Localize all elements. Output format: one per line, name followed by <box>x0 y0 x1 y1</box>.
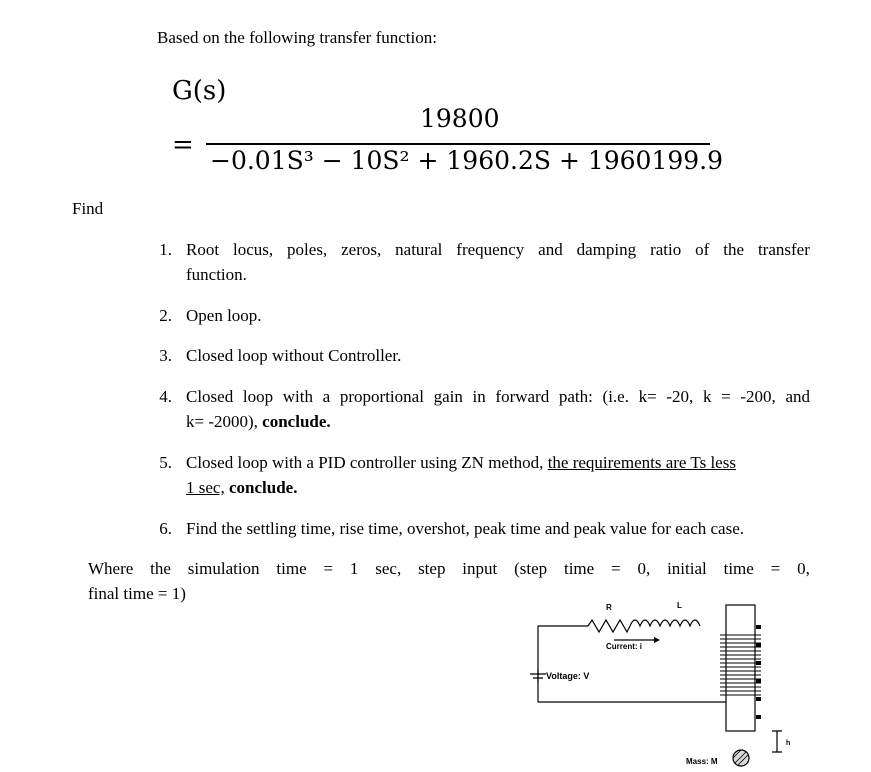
coil-terminal <box>756 679 761 683</box>
intro-text: Based on the following transfer function: <box>157 28 437 47</box>
resistor-symbol <box>588 620 630 632</box>
current-arrow-head <box>654 637 660 643</box>
word: Closed <box>186 387 234 406</box>
word: = <box>770 559 781 578</box>
word: the <box>723 240 745 259</box>
item-5-line-2 <box>186 477 297 499</box>
word: (step <box>514 559 548 578</box>
height-label: h <box>786 740 791 747</box>
resistor-label: R <box>606 603 612 612</box>
equation-lhs: G(s) <box>172 76 227 106</box>
item-1-number: 1. <box>159 240 172 259</box>
inductor-label: L <box>677 601 682 610</box>
equation-equals: = <box>172 130 194 160</box>
word: step <box>418 559 446 578</box>
footer-line-1 <box>88 558 810 580</box>
word: path: <box>558 387 593 406</box>
item-6-text: Find the settling time, rise time, overshot, peak time and peak value for each case. <box>186 519 744 538</box>
mass-label: Mass: M <box>686 757 718 766</box>
word: transfer <box>757 240 810 259</box>
item-1-line-1 <box>186 239 810 261</box>
word: k= <box>638 387 657 406</box>
word: and <box>785 387 810 406</box>
item-5-number: 5. <box>159 453 172 472</box>
item-2-text: Open loop. <box>186 306 262 325</box>
word: poles, <box>287 240 328 259</box>
fraction-bar <box>206 143 710 145</box>
battery-symbol <box>530 669 546 683</box>
item-5-requirement-underlined: the requirements are Ts less <box>547 453 736 472</box>
item-4-line-2 <box>186 411 331 433</box>
height-indicator <box>772 731 782 752</box>
item-3-number: 3. <box>159 346 172 365</box>
word: k <box>702 387 712 406</box>
inductor-symbol <box>630 620 700 626</box>
word: damping <box>576 240 637 259</box>
equation-denominator: −0.01S³ − 10S² + 1960.2S + 1960199.9 <box>210 146 724 175</box>
word: in <box>472 387 486 406</box>
current-label: Current: i <box>606 642 642 651</box>
word: = <box>721 387 731 406</box>
item-1-line-2: function. <box>186 265 247 284</box>
coil-terminal <box>756 661 761 665</box>
mass-ball <box>733 750 749 766</box>
word: of <box>695 240 710 259</box>
word: and <box>538 240 563 259</box>
voltage-label: Voltage: V <box>546 671 590 681</box>
coil-terminal <box>756 625 761 629</box>
circuit-diagram <box>520 595 820 770</box>
find-label: Find <box>72 199 104 218</box>
item-3-text: Closed loop without Controller. <box>186 346 402 365</box>
word: the <box>150 559 171 578</box>
word: initial <box>667 559 707 578</box>
word: Root <box>186 240 220 259</box>
word: -20, <box>666 387 694 406</box>
item-6-number: 6. <box>159 519 172 538</box>
word: natural <box>395 240 443 259</box>
item-4-line-1 <box>186 386 810 408</box>
word: time <box>723 559 754 578</box>
item-4-number: 4. <box>159 387 172 406</box>
word: (i.e. <box>602 387 629 406</box>
word: forward <box>495 387 550 406</box>
word: time <box>563 559 595 578</box>
item-4-conclude: conclude. <box>262 412 331 431</box>
word: time <box>276 559 307 578</box>
word: Where <box>88 559 134 578</box>
word: gain <box>433 387 463 406</box>
word: 0, <box>797 559 810 578</box>
word: frequency <box>456 240 525 259</box>
word: simulation <box>187 559 260 578</box>
word: input <box>462 559 498 578</box>
item-4-line-2-text: k= -2000), <box>186 412 258 431</box>
item-5-line-1 <box>186 452 736 474</box>
word: loop <box>242 387 274 406</box>
word: sec, <box>375 559 402 578</box>
word: proportional <box>339 387 424 406</box>
solenoid-core <box>726 605 755 731</box>
item-5-conclude: conclude. <box>228 478 298 497</box>
item-5-requirement-value: 1 sec, <box>186 478 225 497</box>
word: 1 <box>349 559 359 578</box>
footer-line-2: final time = 1) <box>88 584 186 603</box>
word: 0, <box>637 559 651 578</box>
coil-terminal <box>756 715 761 719</box>
item-5-line-1-text: Closed loop with a PID controller using ZN method, <box>186 453 544 472</box>
coil-terminal <box>756 643 761 647</box>
word: = <box>611 559 621 578</box>
item-2-number: 2. <box>159 306 172 325</box>
equation-numerator: 19800 <box>420 104 500 133</box>
word: zeros, <box>341 240 382 259</box>
word: = <box>323 559 334 578</box>
word: a <box>322 387 331 406</box>
word: with <box>282 387 314 406</box>
word: locus, <box>232 240 274 259</box>
word: -200, <box>740 387 776 406</box>
word: ratio <box>650 240 682 259</box>
coil-terminal <box>756 697 761 701</box>
